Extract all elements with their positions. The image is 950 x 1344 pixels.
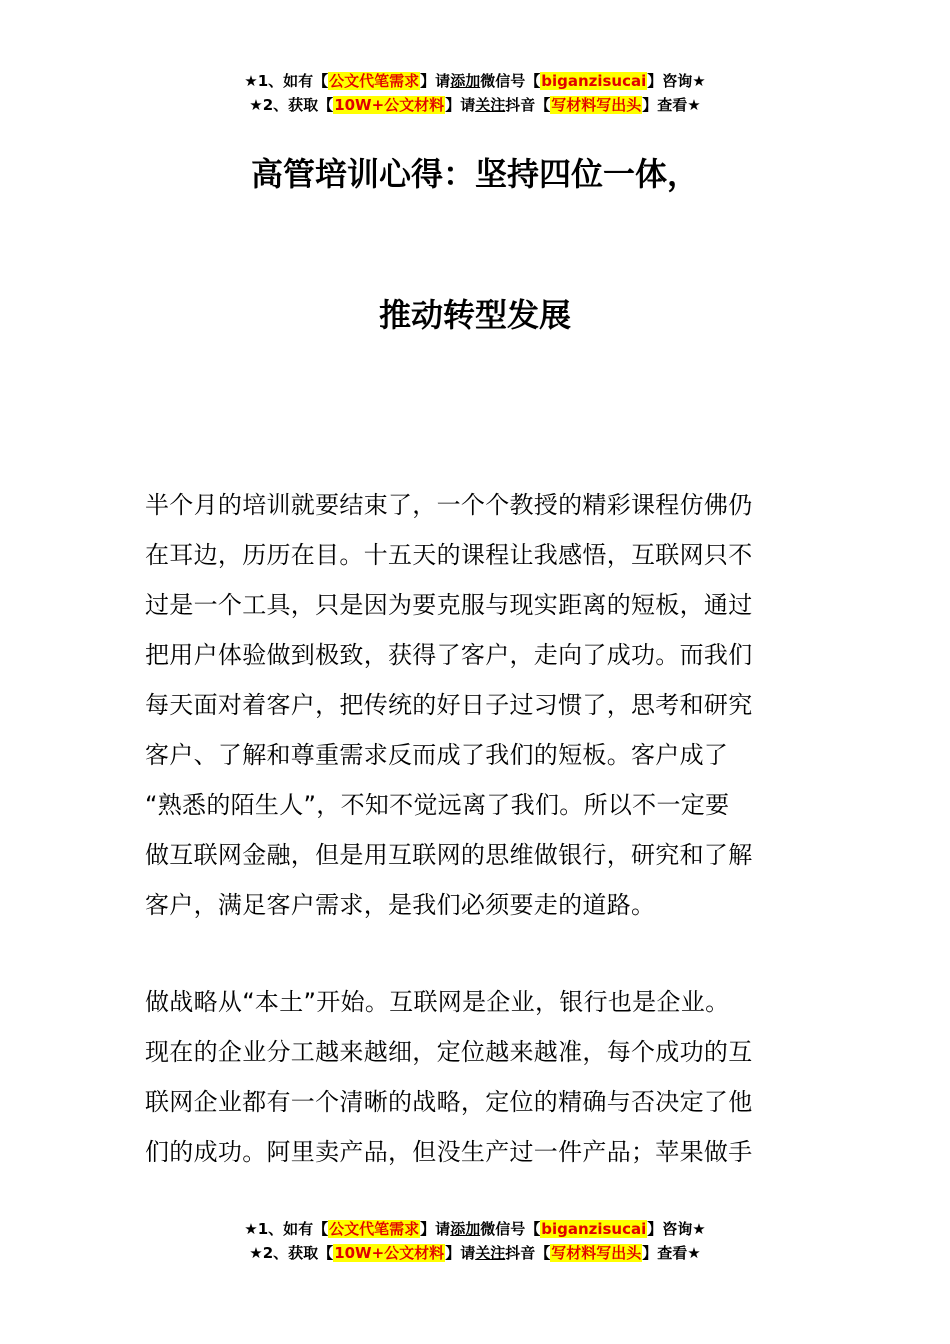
banner-line-2 <box>0 1241 950 1265</box>
underlined-text: 关注 <box>475 96 506 114</box>
paragraph-line: 们的成功。阿里卖产品，但没生产过一件产品；苹果做手 <box>145 1138 753 1166</box>
footer-banner <box>0 1217 950 1265</box>
paragraph-line: 做战略从“本土”开始。互联网是企业，银行也是企业。 <box>145 988 730 1016</box>
underlined-text: 关注 <box>475 1244 506 1262</box>
paragraph-line: 客户、了解和尊重需求反而成了我们的短板。客户成了 <box>145 741 729 769</box>
paragraph-line: 联网企业都有一个清晰的战略，定位的精确与否决定了他 <box>145 1088 753 1116</box>
banner-line-1 <box>0 1217 950 1241</box>
banner-text: 抖音【 <box>505 1244 551 1262</box>
paragraph-line: 把用户体验做到极致，获得了客户，走向了成功。而我们 <box>145 641 753 669</box>
banner-text: 】查看★ <box>642 1244 701 1262</box>
header-banner <box>0 69 950 117</box>
highlight-douyin-account: 写材料写出头 <box>551 96 642 114</box>
paragraph-line: 过是一个工具，只是因为要克服与现实距离的短板，通过 <box>145 591 753 619</box>
paragraph-line: 在耳边，历历在目。十五天的课程让我感悟，互联网只不 <box>145 541 753 569</box>
banner-line-2 <box>0 93 950 117</box>
banner-text: 】咨询★ <box>647 72 706 90</box>
paragraph-line: 客户，满足客户需求，是我们必须要走的道路。 <box>145 891 656 919</box>
banner-line-1 <box>0 69 950 93</box>
underlined-text: 添加 <box>450 1220 481 1238</box>
highlight-service: 公文代笔需求 <box>329 1220 420 1238</box>
paragraph-line: 半个月的培训就要结束了，一个个教授的精彩课程仿佛仍 <box>145 491 753 519</box>
paragraph-line: “熟悉的陌生人”，不知不觉远离了我们。所以不一定要 <box>145 791 730 819</box>
body-paragraph-2 <box>145 977 809 1177</box>
paragraph-line: 现在的企业分工越来越细，定位越来越准，每个成功的互 <box>145 1038 753 1066</box>
document-title-line-2: 推动转型发展 <box>378 296 571 334</box>
banner-text: 】请 <box>445 96 476 114</box>
highlight-wechat-id: biganzisucai <box>541 1220 647 1238</box>
highlight-douyin-account: 写材料写出头 <box>551 1244 642 1262</box>
highlight-materials: 10W+公文材料 <box>334 1244 445 1262</box>
highlight-service: 公文代笔需求 <box>329 72 420 90</box>
banner-text: ★1、如有【 <box>244 72 329 90</box>
highlight-materials: 10W+公文材料 <box>334 96 445 114</box>
banner-text: ★1、如有【 <box>244 1220 329 1238</box>
banner-text: 】请 <box>420 1220 451 1238</box>
banner-text: 】请 <box>420 72 451 90</box>
banner-text: 】咨询★ <box>647 1220 706 1238</box>
banner-text: 抖音【 <box>505 96 551 114</box>
underlined-text: 添加 <box>450 72 481 90</box>
document-title-line-1: 高管培训心得：坚持四位一体， <box>250 155 699 193</box>
banner-text: 微信号【 <box>480 72 541 90</box>
paragraph-line: 做互联网金融，但是用互联网的思维做银行，研究和了解 <box>145 841 753 869</box>
body-paragraph-1 <box>145 480 809 930</box>
banner-text: ★2、获取【 <box>249 96 334 114</box>
banner-text: 】查看★ <box>642 96 701 114</box>
banner-text: ★2、获取【 <box>249 1244 334 1262</box>
highlight-wechat-id: biganzisucai <box>541 72 647 90</box>
paragraph-line: 每天面对着客户，把传统的好日子过习惯了，思考和研究 <box>145 691 753 719</box>
banner-text: 】请 <box>445 1244 476 1262</box>
banner-text: 微信号【 <box>480 1220 541 1238</box>
